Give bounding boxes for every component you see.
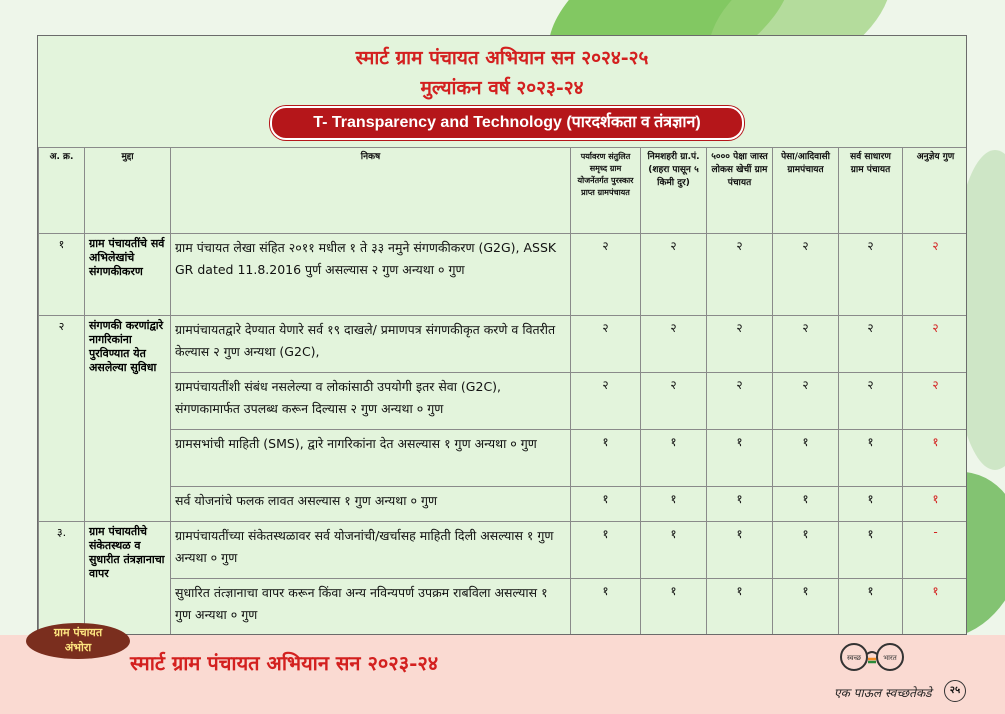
table-row	[39, 373, 968, 430]
row-subject: ग्राम पंचायतींचे सर्व अभिलेखांचे संगणकीकरण	[85, 234, 171, 316]
row-criteria: ग्रामपंचायतद्वारे देण्यात येणारे सर्व १९ दाखले/ प्रमाणपत्र संगणकीकृत करणे व वितरीत केल्यास २ गुण अन्यथा (G2C),	[171, 316, 571, 373]
cell-value: २	[641, 373, 707, 430]
row-subject: संगणकी करणांद्वारे नागरिकांना पुरविण्यात येत असलेल्या सुविधा	[85, 316, 171, 522]
swachh-tagline: एक पाऊल स्वच्छतेकडे	[834, 686, 932, 700]
cell-value: १	[641, 487, 707, 522]
row-criteria: ग्राम पंचायत लेखा संहित २०११ मधील १ ते ३३ नमुने संगणकीकरण (G2G), ASSK GR dated 11.8.2016 पुर्ण असल्यास २ गुण अन्यथा ० गुण	[171, 234, 571, 316]
cell-value: १	[641, 522, 707, 579]
cell-value: २	[707, 234, 773, 316]
cell-value: १	[839, 430, 903, 487]
table-header-row	[39, 148, 968, 234]
table-row	[39, 316, 968, 373]
page-number: २५	[944, 680, 966, 702]
header-large-gp: ५००० पेक्षा जास्त लोकस खेचीं ग्राम पंचायत	[707, 148, 773, 234]
table-row	[39, 579, 968, 636]
cell-value: १	[641, 430, 707, 487]
cell-value: १	[773, 522, 839, 579]
cell-allowed-marks: १	[903, 487, 968, 522]
cell-value: १	[571, 430, 641, 487]
row-sr: २	[39, 316, 85, 522]
badge-line1: ग्राम पंचायत	[53, 626, 103, 639]
row-criteria: ग्रामपंचायतींशी संबंध नसलेल्या व लोकांसाठी उपयोगी इतर सेवा (G2C), संगणकामार्फत उपलब्ध करून दिल्यास २ गुण अन्यथा ० गुण	[171, 373, 571, 430]
cell-value: १	[641, 579, 707, 636]
table-row	[39, 522, 968, 579]
cell-allowed-marks: २	[903, 234, 968, 316]
header-sr: अ. क्र.	[39, 148, 85, 234]
criteria-table	[38, 147, 967, 635]
cell-value: १	[571, 522, 641, 579]
cell-allowed-marks: १	[903, 579, 968, 636]
row-subject: ग्राम पंचायतीचे संकेतस्थळ व सुधारीत तंत्रज्ञानाचा वापर	[85, 522, 171, 636]
header-general-gp: सर्व साधारण ग्राम पंचायत	[839, 148, 903, 234]
cell-value: १	[773, 579, 839, 636]
cell-value: १	[707, 430, 773, 487]
cell-value: २	[773, 373, 839, 430]
table-row	[39, 430, 968, 487]
cell-value: १	[707, 522, 773, 579]
logo-right-text: भारत	[883, 654, 897, 662]
gram-panchayat-badge	[26, 623, 130, 659]
header-semi-urban-gp: निमशहरी ग्रा.पं. (शहरा पासून ५ किमी दुर)	[641, 148, 707, 234]
cell-value: २	[571, 234, 641, 316]
row-sr: ३.	[39, 522, 85, 636]
cell-value: २	[571, 316, 641, 373]
cell-value: २	[707, 373, 773, 430]
page-subtitle: मुल्यांकन वर्ष २०२३-२४	[420, 77, 584, 99]
header-subject: मुद्दा	[85, 148, 171, 234]
cell-value: २	[641, 316, 707, 373]
cell-value: १	[773, 487, 839, 522]
cell-value: १	[571, 487, 641, 522]
header-award-gp: पर्यावरण संतुलित समृध्द ग्राम योजनेंतर्गत पुरस्कार प्राप्त ग्रामपंचायत	[571, 148, 641, 234]
cell-value: २	[773, 234, 839, 316]
cell-value: १	[839, 579, 903, 636]
cell-value: १	[773, 430, 839, 487]
cell-value: २	[571, 373, 641, 430]
logo-left-text: स्वच्छ	[846, 654, 862, 662]
swachh-bharat-logo	[832, 640, 912, 672]
cell-value: २	[839, 373, 903, 430]
cell-allowed-marks: -	[903, 522, 968, 579]
row-criteria: ग्रामसभांची माहिती (SMS), द्वारे नागरिकांना देत असल्यास १ गुण अन्यथा ० गुण	[171, 430, 571, 487]
cell-value: १	[839, 522, 903, 579]
content-panel	[37, 35, 967, 635]
header-criteria: निकष	[171, 148, 571, 234]
cell-value: १	[707, 487, 773, 522]
cell-value: २	[839, 234, 903, 316]
footer-title: स्मार्ट ग्राम पंचायत अभियान सन २०२३-२४	[130, 651, 439, 675]
page-title: स्मार्ट ग्राम पंचायत अभियान सन २०२४-२५	[355, 47, 649, 69]
row-sr: १	[39, 234, 85, 316]
cell-value: २	[641, 234, 707, 316]
table-row	[39, 487, 968, 522]
row-criteria: सर्व योजनांचे फलक लावत असल्यास १ गुण अन्यथा ० गुण	[171, 487, 571, 522]
header-pesa-gp: पेसा/आदिवासी ग्रामपंचायत	[773, 148, 839, 234]
row-criteria: सुधारित तंत्ज्ञानाचा वापर करून किंवा अन्य नविन्यपर्ण उपक्रम राबविला असल्यास १ गुण अन्यथा ० गुण	[171, 579, 571, 636]
cell-value: १	[707, 579, 773, 636]
cell-allowed-marks: १	[903, 430, 968, 487]
table-row	[39, 234, 968, 316]
cell-value: १	[839, 487, 903, 522]
badge-line2: अंभोरा	[64, 641, 92, 654]
cell-value: १	[571, 579, 641, 636]
cell-allowed-marks: २	[903, 373, 968, 430]
cell-value: २	[773, 316, 839, 373]
cell-value: २	[707, 316, 773, 373]
row-criteria: ग्रामपंचायतींच्या संकेतस्थळावर सर्व योजनांची/खर्चासह माहिती दिली असल्यास १ गुण अन्यथा ० गुण	[171, 522, 571, 579]
cell-allowed-marks: २	[903, 316, 968, 373]
section-pill: T- Transparency and Technology (पारदर्शकता व तंत्रज्ञान)	[270, 106, 744, 140]
header-allowed-marks: अनुज्ञेय गुण	[903, 148, 968, 234]
cell-value: २	[839, 316, 903, 373]
